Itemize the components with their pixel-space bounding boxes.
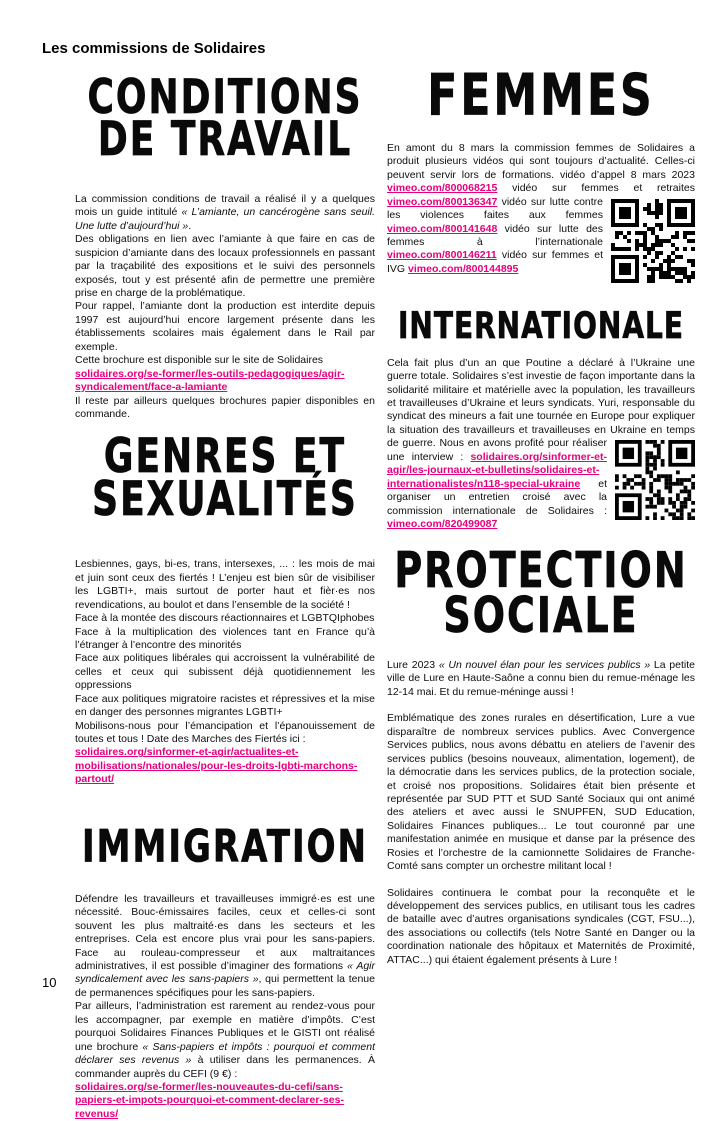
- link-vimeo-femmes-retraites[interactable]: vimeo.com/800136347: [387, 195, 498, 208]
- italic-citation: « L’amiante, un cancérogène sans seuil. Une lutte d’aujourd’hui »: [75, 206, 376, 232]
- section-body: [387, 142, 695, 276]
- paragraph: Mobilisons-nous pour l’émancipation et l’épanouissement de toutes et tous ! Date des Marches des Fiertés ici :: [75, 719, 375, 745]
- paragraph: Emblématique des zones rurales en désertification, Lure a vue disparaître de nombreux services publics. Avec Convergence Services publics, nous avons débattu en ateliers de l’avenir des services publics (besoins nouveaux, alimentation, logement), de la démocratie dans les services publics, de la protection sociale, et croisé nos propositions. Solidaires était bien présente et représentée par SUD PTT et SUD Santé Sociaux qui ont animé des ateliers et avec aussi le SNUPFEN, SUD Education, Solidaires Finances publiques... Le tout couronné par une manifestation animée en musique et danse par la présence des Rosies et l’orchestre de la camionnette Solidaires de Franche-Comté sans compter un orchestre militant local !: [387, 712, 695, 873]
- column-right: [387, 62, 695, 1121]
- paragraph: En amont du 8 mars la commission femmes de Solidaires a produit plusieurs vidéos qui sont toujours d’actualité. Celles-ci peuvent servir lors de formations. vidéo d’appel 8 mars 2023 vimeo.com/800068215 vidéo sur femmes et retraites vimeo.com/800136347 vidéo sur lutte contre les violences faites aux femmes vimeo.com/800141648 vidéo sur lutte des femmes à l’internationale vimeo.com/800146211 vidéo sur femmes et IVG vimeo.com/800144895: [387, 142, 695, 276]
- paragraph: Solidaires continuera le combat pour la reconquête et le développement des services publics, en utilisant tous les cadres de bataille avec d’autres organisations syndicales (CGT, FSU...), des associations ou collectifs (tels Notre Santé en Danger ou la coordination nationale des hôpitaux et Maternités de Proximité, ATTAC...) qui étaient également présents à Lure !: [387, 886, 695, 966]
- link-vimeo-entretien-croise[interactable]: vimeo.com/820499087: [387, 517, 498, 530]
- paragraph: Défendre les travailleurs et travailleuses immigré·es est une nécessité. Bouc-émissaires faciles, ceux et celles-ci sont souvent les plus maltraité·es dans les secteurs et les entreprises. Cela est encore plus vrai pour les sans-papiers. Face au rouleau-compresseur et aux maltraitances administratives, il est possible d’imaginer des formations « Agir syndicalement avec les sans-papiers », qui permettent la tenue de permanences spécifiques pour les sans-papiers.: [75, 892, 375, 999]
- section-heading: [387, 303, 695, 347]
- section-heading: [75, 71, 375, 169]
- section-body: [387, 357, 695, 532]
- section-body: [75, 893, 375, 1121]
- section-internationale: [387, 286, 695, 532]
- paragraph: Cette brochure est disponible sur le site de Solidaires: [75, 354, 324, 367]
- link-marches-fiertes[interactable]: solidaires.org/sinformer-et-agir/actualites-et-mobilisations/nationales/pour-les-droits-lgbti-marchons-partout/: [75, 746, 358, 786]
- section-heading: [387, 62, 695, 130]
- link-vimeo-violences[interactable]: vimeo.com/800141648: [387, 222, 498, 235]
- heading-line: SEXUALITÉS: [92, 473, 358, 527]
- link-brochure-amiante[interactable]: solidaires.org/se-former/les-outils-pedagogiques/agir-syndicalement/face-a-lamiante: [75, 367, 345, 394]
- section-body: [75, 558, 375, 786]
- link-sans-papiers-impots[interactable]: solidaires.org/se-former/les-nouveautes-du-cefi/sans-papiers-et-impots-pourquoi-et-comment-declarer-ses-revenus/: [75, 1080, 344, 1120]
- content-columns: [75, 62, 695, 1121]
- link-vimeo-internationale[interactable]: vimeo.com/800146211: [387, 249, 497, 262]
- heading-line: GENRES ET: [103, 430, 347, 484]
- heading-line: FEMMES: [427, 62, 655, 129]
- paragraph: Lesbiennes, gays, bi-es, trans, intersexes, ... : les mois de mai et juin sont ceux des fiertés ! L’enjeu est bien sûr de visibiliser les LGBTI+, mais surtout de porter haut et fièr·es nos revendications, au boulot et dans l’ensemble de la société !: [75, 558, 375, 611]
- heading-line: INTERNATIONALE: [398, 303, 684, 347]
- page-number: 10: [42, 975, 57, 990]
- section-heading: [75, 430, 375, 528]
- page-title: Les commissions de Solidaires: [42, 40, 266, 57]
- link-journal-special-ukraine[interactable]: solidaires.org/sinformer-et-agir/les-journaux-et-bulletins/solidaires-et-internationalistes/n118-special-ukraine: [387, 450, 607, 490]
- paragraph: Par ailleurs, l’administration est rarement au rendez-vous pour les accompagner, par exemple en matière d’impôts. C’est pourquoi Solidaires Finances Publiques et le GISTI ont réalisé une brochure « Sans-papiers et impôts : pourquoi et comment déclarer ses revenus » à utiliser dans les permanences. À commander auprès du CEFI (9 €) :: [75, 1000, 375, 1080]
- section-protection-sociale: [387, 531, 695, 967]
- paragraph: Face à la multiplication des violences tant en France qu’à l’étranger à l’encontre des minorités: [75, 625, 375, 651]
- paragraph: Face aux politiques migratoire racistes et répressives et la mise en danger des personnes migrantes LGBTI+: [75, 692, 375, 719]
- paragraph: Cela fait plus d’un an que Poutine a déclaré à l’Ukraine une guerre totale. Solidaires s’est investie de façon importante dans la solidarité militaire et matérielle avec la population, les travailleurs et travailleuses d’Ukraine et leurs syndicats. Yuri, responsable du syndicat des mineurs a fait une tournée en Europe pour expliquer la situation des travailleurs et travailleuses en Ukraine en temps de guerre. Nous en avons profité pour réaliser une interview : solidaires.org/sinformer-et-agir/les-journaux-et-bulletins/solidaires-et-internationalistes/n118-special-ukraine et organiser un entretien croisé avec la commission internationale de Solidaires : vimeo.com/820499087: [387, 356, 695, 530]
- section-conditions-de-travail: [75, 71, 376, 421]
- section-femmes: [387, 62, 695, 286]
- paragraph: Il reste par ailleurs quelques brochures papier disponibles en commande.: [75, 394, 375, 420]
- italic-citation: « Un nouvel élan pour les services publics »: [438, 659, 651, 672]
- heading-line: SOCIALE: [443, 586, 639, 644]
- section-body: [75, 193, 375, 421]
- italic-citation: « Agir syndicalement avec les sans-papiers »: [75, 960, 375, 986]
- paragraph: Face aux politiques libérales qui accroissent la vulnérabilité de celles et ceux qui subissent déjà quotidiennement les oppressions: [75, 652, 375, 692]
- link-vimeo-ivg[interactable]: vimeo.com/800144895: [408, 262, 519, 275]
- italic-citation: « Sans-papiers et impôts : pourquoi et comment déclarer ses revenus »: [75, 1040, 375, 1067]
- column-left: [75, 71, 376, 1121]
- section-body: [387, 659, 695, 967]
- heading-line: DE TRAVAIL: [97, 113, 353, 168]
- paragraph: La commission conditions de travail a réalisé il y a quelques mois un guide intitulé « L’amiante, un cancérogène sans seuil. Une lutte d’aujourd’hui ».: [75, 192, 376, 232]
- section-immigration: [75, 787, 375, 1121]
- paragraph: Lure 2023 « Un nouvel élan pour les services publics » La petite ville de Lure en Haute-Saône a connu bien du remue-ménage les 12-14 mai. Et du remue-méninge aussi !: [387, 659, 695, 698]
- heading-line: PROTECTION: [394, 541, 688, 600]
- qr-code: [615, 440, 695, 520]
- section-heading: [75, 820, 375, 873]
- heading-line: IMMIGRATION: [82, 820, 368, 873]
- paragraph: Des obligations en lien avec l’amiante à que faire en cas de suspicion d’amiante dans des locaux professionnels en passant par la traçabilité des expositions et le suivi des personnels exposés, tout y est présenté afin de permettre une première prise en charge de la problématique.: [75, 233, 375, 299]
- paragraph: Face à la montée des discours réactionnaires et LGBTQIphobes: [75, 612, 375, 625]
- paragraph: Pour rappel, l’amiante dont la production est interdite depuis 1997 est aujourd’hui encore largement présente dans les établissements scolaires mais également dans le Rail par exemple.: [75, 300, 375, 353]
- qr-code: [611, 199, 695, 283]
- section-heading: [387, 541, 695, 645]
- link-vimeo-appel-8-mars[interactable]: vimeo.com/800068215: [387, 182, 498, 195]
- heading-line: CONDITIONS: [87, 71, 363, 125]
- section-genres-et-sexualites: [75, 421, 375, 786]
